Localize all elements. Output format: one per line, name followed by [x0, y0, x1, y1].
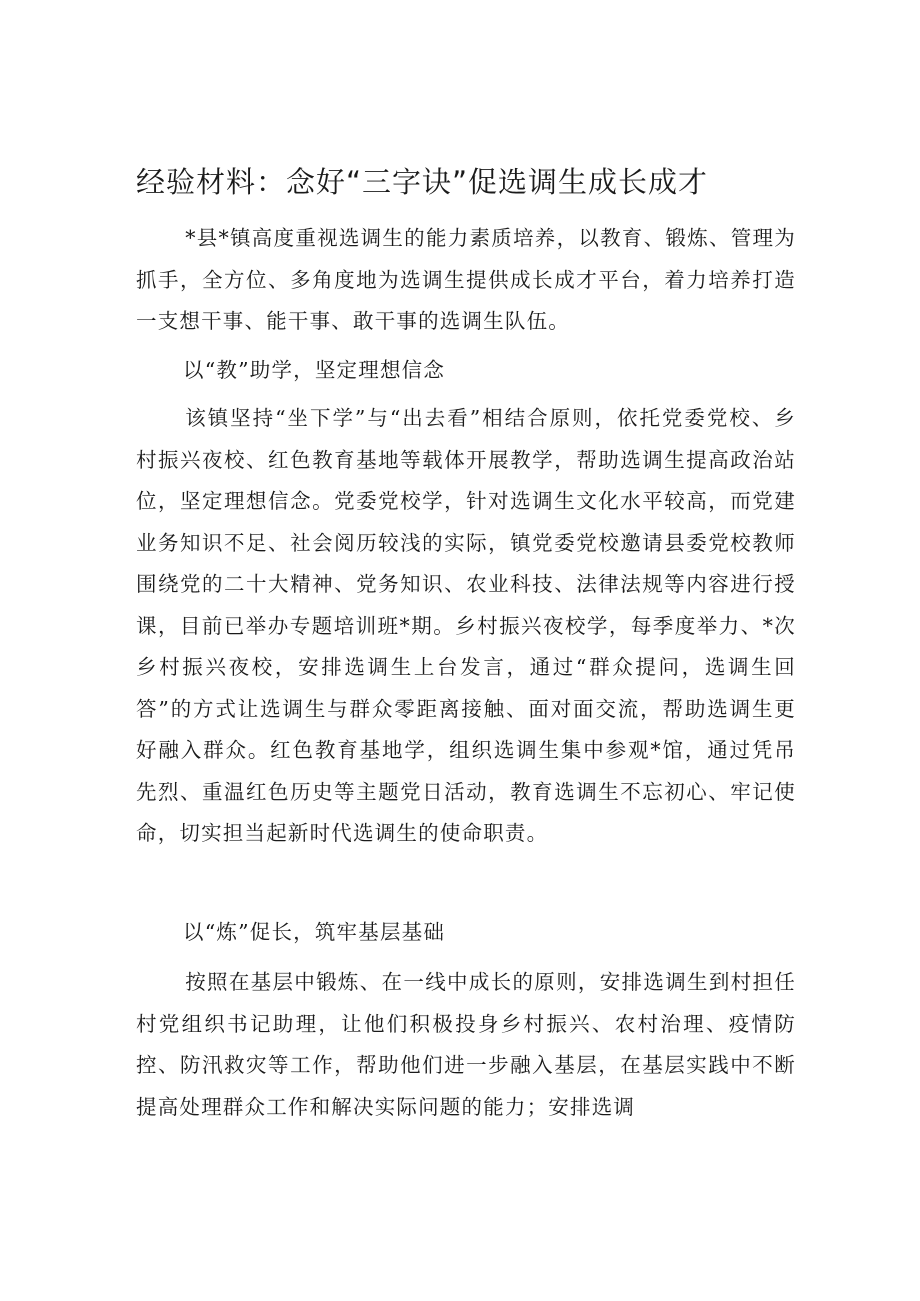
section-heading-training: 以“炼”促长，筑牢基层基础 [183, 920, 446, 944]
document-title: 经验材料：念好“三字诀”促选调生成长成才 [136, 165, 709, 199]
intro-paragraph: *县*镇高度重视选调生的能力素质培养，以教育、锻炼、管理为抓手，全方位、多角度地为选调生提供成长成才平台，着力培养打造一支想干事、能干事、敢干事的选调生队伍。 [136, 226, 796, 333]
section-body-education: 该镇坚持“坐下学”与“出去看”相结合原则，依托党委党校、乡村振兴夜校、红色教育基地等载体开展教学，帮助选调生提高政治站位，坚定理想信念。党委党校学，针对选调生文化水平较高，而党建业务知识不足、社会阅历较浅的实际，镇党委党校邀请县委党校教师围绕党的二十大精神、党务知识、农业科技、法律法规等内容进行授课，目前已举办专题培训班*期。乡村振兴夜校学，每季度举力、*次乡村振兴夜校，安排选调生上台发言，通过“群众提问，选调生回答”的方式让选调生与群众零距离接触、面对面交流，帮助选调生更好融入群众。红色教育基地学，组织选调生集中参观*馆，通过凭吊先烈、重温红色历史等主题党日活动，教育选调生不忘初心、牢记使命，切实担当起新时代选调生的使命职责。 [136, 406, 796, 845]
section-heading-education: 以“教”助学，坚定理想信念 [183, 358, 446, 382]
section-body-training: 按照在基层中锻炼、在一线中成长的原则，安排选调生到村担任村党组织书记助理，让他们积极投身乡村振兴、农村治理、疫情防控、防汛救灾等工作，帮助他们进一步融入基层，在基层实践中不断提高处理群众工作和解决实际问题的能力；安排选调 [136, 970, 796, 1119]
